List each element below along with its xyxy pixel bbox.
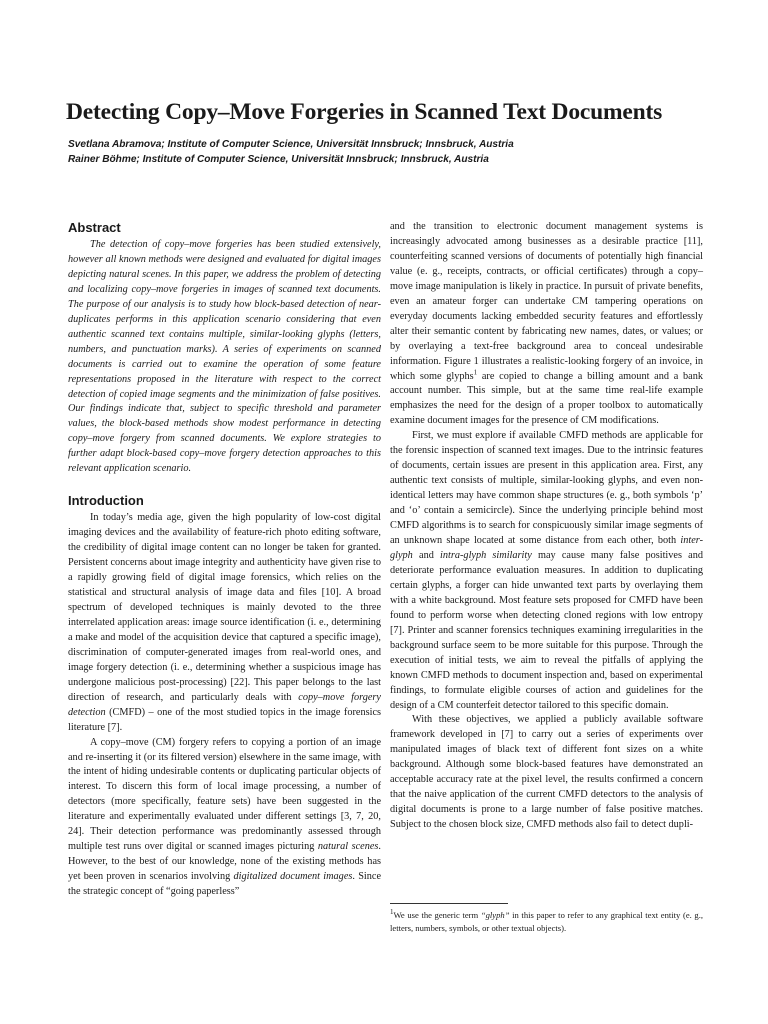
intro-paragraph-3: First, we must explore if available CMFD methods are applicable for the forensic inspection of scanned text images. Due to the intrinsic features of documents, certain issues are present in this application area. First, any authentic text consists of multiple, similar-looking glyphs, and even non-identical letters may have common shape structures (e. g., both symbols ‘p’ and ‘o’ contain a semicircle). Since the underlying principle behind most CMFD algorithms is to search for conspicuously similar image segments of an unknown shape located at some distance from each other, both inter-glyph and intra-glyph similarity may cause many false positives and deteriorate performance evaluation measures. In addition to duplicating certain glyphs, a forger can hide unwanted text parts by overlaying them with a white background. Most feature sets proposed for CMFD have been found to perform worse when detecting cloned regions with low entropy [7]. Printer and scanner forensics techniques examining irregularities in the background surface seem to be more suitable for this purpose. Through the execution of initial tests, we aim to reveal the pitfalls of applying the known CMFD methods to document inspection and, based on experimental findings, to formulate eligible courses of action and guidelines for the design of a CM counterfeit detector tailored to this specific domain.: [390, 430, 703, 711]
intro-paragraph-1: In today’s media age, given the high popularity of low-cost digital imaging devices and the availability of feature-rich photo editing software, the credibility of digital image content can no longer be taken for granted. Persistent concerns about image integrity and authenticity have given rise to a rapidly growing field of digital image forensics, which relies on the statistical and structural analysis of image data and files [10]. A broad spectrum of developed techniques is mainly devoted to the three interrelated application areas: image source identification (i. e., determining a make and model of the acquisition device that captured a specific image), discrimination of computer-generated images from real-world ones, and image forgery detection (i. e., determining whether a suspicious image has undergone malicious post-processing) [22]. This paper belongs to the last direction of research, and particularly deals with copy–move forgery detection (CMFD) – one of the most studied topics in the image forensics literature [7].: [68, 512, 382, 733]
author-line-1: Svetlana Abramova; Institute of Computer Science, Universität Innsbruck; Innsbruck, Austria: [68, 139, 514, 150]
footnote-mark: 1: [390, 908, 394, 916]
intro-paragraph-2: A copy–move (CM) forgery refers to copying a portion of an image and re-inserting it (or its filtered version) elsewhere in the same image, with the intent of hiding undesirable contents or duplicating particular objects of interest. To discern this form of local image processing, a number of detectors (more specifically, feature sets) have been suggested in the literature and experimentally evaluated under different settings [3, 7, 20, 24]. Their detection performance was predominantly assessed through multiple test runs over digital or scanned images picturing natural scenes. However, to the best of our knowledge, none of the existing methods has yet been proven in scenarios involving digitalized document images. Since the strategic concept of “going paperless”: [68, 736, 382, 898]
author-line-2: Rainer Böhme; Institute of Computer Science, Universität Innsbruck; Innsbruck, Austria: [68, 154, 489, 165]
abstract-heading: Abstract: [68, 220, 121, 235]
right-column: [390, 220, 703, 833]
paper-title: Detecting Copy–Move Forgeries in Scanned Text Documents: [66, 99, 663, 125]
abstract-text: The detection of copy–move forgeries has been studied extensively, however all known methods were designed and evaluated for digital images depicting natural scenes. In this paper, we address the problem of detecting and localizing copy–move forgeries in images of scanned text documents. The purpose of our analysis is to study how block-based detection of near-duplicates performs in this application scenario considering that even authentic scanned text contains multiple, similar-looking glyphs (letters, numbers, and punctuation marks). A series of experiments on scanned documents is carried out to examine the operation of some feature representations proposed in the literature with respect to the correct detection of copied image segments and the minimization of false positives. Our findings indicate that, subject to specific threshold and parameter values, the block-based methods show modest performance in detecting copy–move forgery from scanned documents. We explore strategies to further adapt block-based copy–move forgery detection approaches to this relevant application scenario.: [68, 239, 381, 475]
left-column: [68, 220, 381, 900]
intro-paragraph-4: With these objectives, we applied a publicly available software framework developed in [7] to carry out a series of experiments over manipulated images of black text of different font sizes on a white background. Although some block-based features have demonstrated an acceptable accuracy rate at the pixel level, the results confirmed a concern that the naive application of the current CMFD detectors to the analysis of digital documents is prone to a large number of false positive matches. Subject to the chosen block size, CMFD methods also fail to detect dupli-: [390, 714, 703, 831]
footnote-divider: [390, 903, 508, 904]
intro-paragraph-2-continued: and the transition to electronic document management systems is increasingly advocated among businesses as a desirable practice [11], counterfeiting scanned versions of documents of potentially high financial value (e. g., receipts, contracts, or official certificates) through a copy–move image manipulation is likely in practice. In pursuit of private benefits, even an amateur forger can undertake CM tampering operations on everyday documents lacking embedded security features and effortlessly alter their semantic content by fabricating new names, dates, or values; or by overlaying a text-free background area to conceal undesirable information. Figure 1 illustrates a realistic-looking forgery of an invoice, in which some glyphs$^1$ are copied to change a billing amount and a bank account number. This simple, but at the same time real-life example emphasizes the need for the design of a proper toolbox to automatically examine document images for the presence of CM modifications.: [390, 221, 703, 427]
footnote-reference[interactable]: 1: [473, 368, 478, 377]
footnote: $^1$We use the generic term “glyph” in this paper to refer to any graphical text entity (e. g., letters, numbers, symbols, or other textual objects).: [390, 908, 703, 933]
introduction-heading: Introduction: [68, 493, 144, 509]
